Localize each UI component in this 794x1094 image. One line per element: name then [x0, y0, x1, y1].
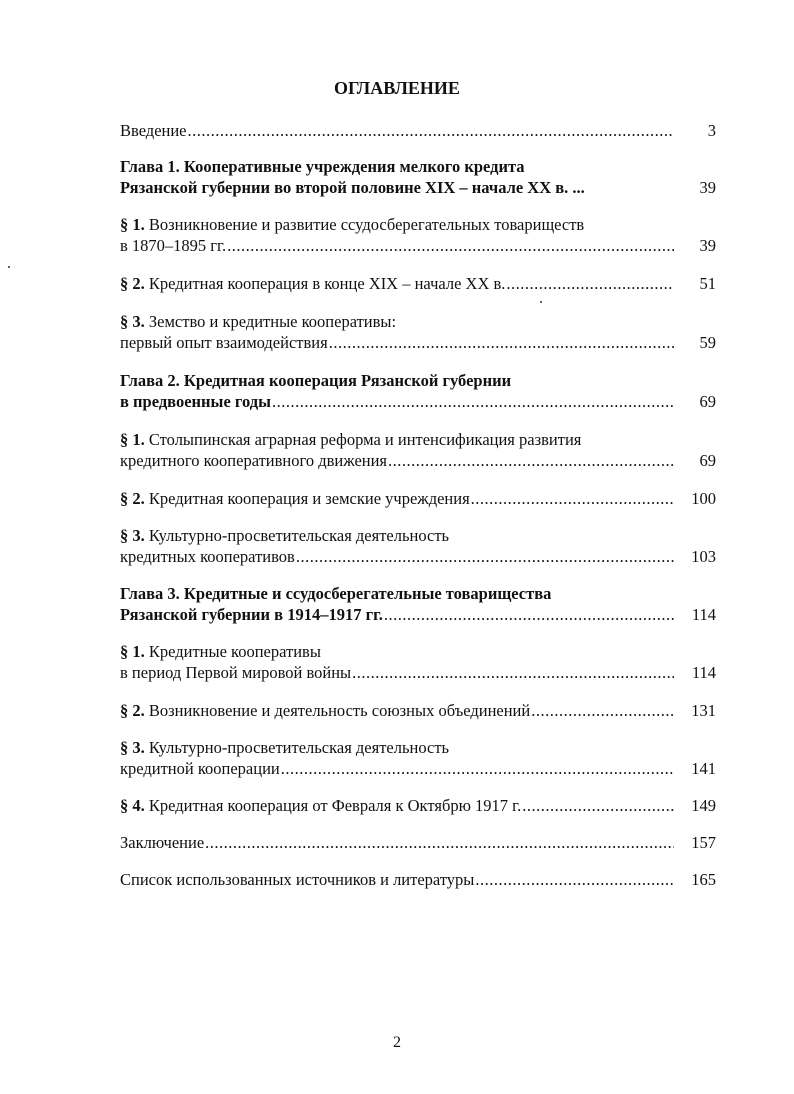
- toc-entry-text: в 1870–1895 гг.: [120, 236, 227, 255]
- leader-dots: [227, 235, 674, 256]
- leader-dots: [272, 391, 674, 412]
- toc-entry-3-3[interactable]: [120, 737, 716, 779]
- toc-entry-text: кредитного кооперативного движения: [120, 451, 388, 470]
- toc-entry-text: в период Первой мировой войны: [120, 663, 352, 682]
- leader-dots: [329, 332, 674, 353]
- toc-entry-1-3[interactable]: [120, 311, 716, 353]
- toc-entry-text: Глава 3. Кредитные и ссудосберегательные товарищества: [120, 584, 552, 603]
- toc-entry-text: в предвоенные годы: [120, 392, 271, 411]
- toc-entry-text: Кредитная кооперация и земские учреждения: [148, 489, 470, 508]
- section-prefix: § 1.: [120, 642, 145, 661]
- toc-entry-text: Заключение: [120, 833, 205, 852]
- toc-page-number: 39: [699, 178, 716, 197]
- toc-entry-text: Глава 2. Кредитная кооперация Рязанской губернии: [120, 371, 512, 390]
- toc-page-number: 141: [691, 759, 716, 778]
- toc-entry-text: первый опыт взаимодействия: [120, 333, 328, 352]
- toc-entry-chapter-2[interactable]: [120, 370, 716, 412]
- toc-page-number: 149: [691, 796, 716, 815]
- section-prefix: § 3.: [120, 312, 145, 331]
- toc-page-number: 114: [691, 605, 716, 624]
- leader-dots: [475, 869, 674, 890]
- toc-entry-text: Кредитные кооперативы: [148, 642, 321, 661]
- toc-entry-1-2[interactable]: [120, 273, 716, 294]
- toc-page-number: 51: [699, 274, 716, 293]
- toc-entry-text: Кредитная кооперация в конце XIX – начале XX в.: [148, 274, 506, 293]
- toc-entry-text: Рязанской губернии в 1914–1917 гг.: [120, 605, 383, 624]
- toc-page-number: 100: [691, 489, 716, 508]
- leader-dots: [296, 546, 674, 567]
- toc-entry-chapter-3[interactable]: [120, 583, 716, 625]
- leader-dots: [531, 700, 674, 721]
- section-prefix: § 2.: [120, 489, 145, 508]
- section-prefix: § 2.: [120, 274, 145, 293]
- toc-page-number: 165: [691, 870, 716, 889]
- toc-page-number: 103: [691, 547, 716, 566]
- toc-entry-introduction[interactable]: [120, 120, 716, 141]
- toc-entry-1-1[interactable]: [120, 214, 716, 256]
- scan-speck: [540, 301, 542, 303]
- toc-page-number: 59: [699, 333, 716, 352]
- section-prefix: § 1.: [120, 430, 145, 449]
- toc-entry-chapter-1[interactable]: [120, 156, 716, 198]
- toc-entry-text: кредитной кооперации: [120, 759, 280, 778]
- toc-page-number: 69: [699, 392, 716, 411]
- leader-dots: [471, 488, 674, 509]
- toc-entry-conclusion[interactable]: [120, 832, 716, 853]
- section-prefix: § 3.: [120, 526, 145, 545]
- leader-dots: [384, 604, 674, 625]
- toc-entry-text: Культурно-просветительская деятельность: [148, 738, 450, 757]
- toc-entry-3-1[interactable]: [120, 641, 716, 683]
- toc-entry-2-3[interactable]: [120, 525, 716, 567]
- leader-dots: [506, 273, 674, 294]
- leader-dots: [352, 662, 674, 683]
- toc-entry-text: Введение: [120, 121, 187, 140]
- toc-entry-text: Список использованных источников и литературы: [120, 870, 475, 889]
- toc-page-number: 131: [691, 701, 716, 720]
- toc-entry-text: Культурно-просветительская деятельность: [148, 526, 450, 545]
- section-prefix: § 3.: [120, 738, 145, 757]
- toc-page-number: 39: [699, 236, 716, 255]
- section-prefix: § 1.: [120, 215, 145, 234]
- toc-entry-text: кредитных кооперативов: [120, 547, 295, 566]
- toc-page-number: 157: [691, 833, 716, 852]
- scan-speck: [8, 266, 10, 268]
- leader-dots: [188, 120, 674, 141]
- toc-entry-2-2[interactable]: [120, 488, 716, 509]
- toc-entry-bibliography[interactable]: [120, 869, 716, 890]
- toc-title: ОГЛАВЛЕНИЕ: [334, 78, 460, 98]
- toc-page-number: 3: [707, 121, 716, 140]
- toc-entry-text: Рязанской губернии во второй половине XIX – начале XX в. ...: [120, 178, 585, 197]
- page-number: 2: [393, 1034, 401, 1051]
- section-prefix: § 2.: [120, 701, 145, 720]
- leader-dots: [388, 450, 674, 471]
- toc-entry-text: Глава 1. Кооперативные учреждения мелкого кредита: [120, 157, 525, 176]
- leader-dots: [281, 758, 674, 779]
- toc-entry-text: Кредитная кооперация от Февраля к Октябрю 1917 г.: [148, 796, 522, 815]
- toc-entry-text: Столыпинская аграрная реформа и интенсификация развития: [148, 430, 582, 449]
- toc-entry-3-2[interactable]: [120, 700, 716, 721]
- toc-entry-text: Возникновение и деятельность союзных объединений: [148, 701, 531, 720]
- toc-entry-3-4[interactable]: [120, 795, 716, 816]
- toc-entry-text: Возникновение и развитие ссудосберегательных товариществ: [148, 215, 585, 234]
- leader-dots: [205, 832, 674, 853]
- toc-page-number: 114: [691, 663, 716, 682]
- toc-page-number: 69: [699, 451, 716, 470]
- leader-dots: [522, 795, 674, 816]
- toc-entry-text: Земство и кредитные кооперативы:: [148, 312, 397, 331]
- section-prefix: § 4.: [120, 796, 145, 815]
- toc-entry-2-1[interactable]: [120, 429, 716, 471]
